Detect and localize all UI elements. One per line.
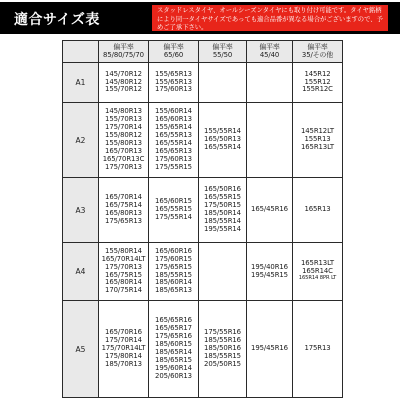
tire-size: 175/70R14LT (101, 344, 146, 353)
tire-size: 165R14 8PR LT (298, 275, 337, 282)
tire-size: 175/60R15 (155, 254, 192, 263)
row-label: A5 (63, 301, 99, 398)
tire-size: 155/65R14 (155, 123, 192, 132)
tire-size: 185/65R15 (155, 355, 192, 364)
tire-size: 165/55R14 (204, 142, 241, 151)
table-cell (247, 178, 293, 243)
table-cell (293, 103, 343, 178)
tire-size: 165/75R15 (105, 270, 142, 279)
tire-size: 175/60R13 (155, 154, 192, 163)
tire-size: 195/45R16 (251, 344, 288, 353)
tire-size: 145/80R13 (105, 107, 142, 116)
table-row (63, 243, 343, 301)
tire-size: 155R12 (304, 77, 331, 86)
tire-size: 165/70R14LT (101, 254, 146, 263)
table-column-header: 偏平率 55/50 (199, 41, 247, 63)
tire-size: 185/65R13 (155, 286, 192, 295)
tire-size: 165/60R13 (155, 115, 192, 124)
table-header-row (63, 41, 343, 63)
tire-size: 165/45R16 (251, 205, 288, 214)
tire-size: 185/55R15 (155, 270, 192, 279)
tire-size: 165/70R16 (105, 328, 142, 337)
table-cell (247, 103, 293, 178)
table-cell (293, 178, 343, 243)
tire-size: 175/55R15 (155, 162, 192, 171)
tire-size: 155/80R13 (105, 139, 142, 147)
tire-size: 185/60R14 (155, 278, 192, 287)
tire-size: 165R13LT (300, 258, 334, 267)
tire-size: 205/60R13 (155, 371, 192, 380)
tire-size: 165/65R13 (155, 146, 192, 155)
tire-size: 170/75R14 (105, 286, 142, 295)
tire-size: 175/55R16 (204, 328, 241, 337)
table-cell (99, 243, 149, 301)
tire-size: 175/80R14 (105, 351, 142, 360)
table-column-header: 偏平率 85/80/75/70 (99, 41, 149, 63)
page-title: 適合サイズ表 (14, 12, 100, 28)
table-cell (99, 178, 149, 243)
table-cell (99, 63, 149, 103)
table-cell (149, 103, 199, 178)
tire-size: 155/70R12 (105, 85, 142, 94)
row-label: A1 (63, 63, 99, 103)
tire-size: 205/50R15 (204, 359, 241, 368)
tire-size: 175/70R14 (105, 336, 142, 345)
tire-size: 165/50R13 (204, 135, 241, 144)
tire-size: 165/55R15 (204, 193, 241, 202)
tire-size: 155/80R12 (105, 131, 142, 140)
table-row (63, 178, 343, 243)
tire-size: 155/65R13 (155, 77, 192, 86)
tire-size: 155/80R14 (105, 246, 142, 255)
row-label: A2 (63, 103, 99, 178)
tire-size: 185/65R14 (155, 348, 192, 356)
tire-size: 165/60R16 (155, 246, 192, 255)
tire-size: 175/70R13 (105, 162, 142, 171)
tire-size: 195/60R14 (155, 363, 192, 372)
tire-size: 175/50R15 (204, 201, 241, 210)
tire-size: 195/40R16 (251, 262, 288, 271)
table-cell (199, 103, 247, 178)
tire-size: 165/65R17 (155, 324, 192, 333)
table-cell (199, 301, 247, 398)
tire-size: 165/50R16 (204, 185, 241, 194)
table-cell (149, 178, 199, 243)
tire-size: 175/60R13 (155, 85, 192, 94)
tire-size: 165/60R15 (155, 197, 192, 206)
tire-size: 175/65R13 (105, 216, 142, 225)
tire-size: 165/55R14 (155, 139, 192, 147)
tire-size: 145R12LT (300, 127, 334, 136)
tire-size: 165/55R13 (155, 131, 192, 140)
tire-size: 185/55R15 (204, 351, 241, 360)
table-cell (293, 301, 343, 398)
tire-size: 145/70R12 (105, 69, 142, 78)
tire-size: 155/60R14 (155, 107, 192, 116)
tire-size: 165/80R13 (105, 209, 142, 217)
table-cell (99, 301, 149, 398)
tire-size: 185/50R14 (204, 209, 241, 217)
table-column-header: 偏平率 65/60 (149, 41, 199, 63)
row-label: A3 (63, 178, 99, 243)
tire-size: 175/55R14 (155, 212, 192, 221)
tire-size: 165/70R13 (105, 146, 142, 155)
tire-size: 155/70R13 (105, 115, 142, 124)
tire-size: 195/45R15 (251, 270, 288, 279)
tire-size: 165R13LT (300, 142, 334, 151)
table-cell (199, 178, 247, 243)
tire-size: 175/70R14 (105, 123, 142, 132)
tire-size: 155R13 (304, 135, 331, 144)
tire-size: 165/70R14 (105, 193, 142, 202)
size-table (62, 40, 343, 398)
tire-size: 165/70R13C (102, 154, 145, 163)
notice-box: スタッドレスタイヤ、オールシーズンタイヤにも取り付け可能です。タイヤ銘柄により同一タイヤサイズであっても適合品番が異なる場合がございますので、予めご了承下さい。 (152, 5, 388, 31)
tire-size: 155/65R13 (155, 69, 192, 78)
tire-size: 185/70R13 (105, 359, 142, 368)
table-cell (99, 103, 149, 178)
table-cell (293, 63, 343, 103)
tire-size: 175/70R13 (105, 262, 142, 271)
row-label: A4 (63, 243, 99, 301)
tire-size: 165R13 (304, 205, 331, 214)
table-column-header: 偏平率 35/その他 (293, 41, 343, 63)
tire-size: 185/55R16 (204, 336, 241, 345)
tire-size: 185/60R15 (155, 340, 192, 349)
tire-size: 155/55R14 (204, 127, 241, 136)
table-cell (293, 243, 343, 301)
tire-size: 145/80R12 (105, 77, 142, 86)
table-header-corner (63, 41, 99, 63)
tire-size: 195/55R14 (204, 224, 241, 233)
tire-size: 185/50R16 (204, 344, 241, 353)
tire-size: 185/55R14 (204, 216, 241, 225)
tire-size: 145R12 (304, 69, 331, 78)
tire-size: 165/75R14 (105, 201, 142, 210)
tire-size: 175R13 (304, 344, 331, 353)
table-row (63, 103, 343, 178)
tire-size: 165R14C (302, 266, 333, 275)
table-cell (149, 243, 199, 301)
tire-size: 155R12C (302, 85, 333, 94)
table-column-header: 偏平率 45/40 (247, 41, 293, 63)
table-cell (247, 301, 293, 398)
table-body (63, 63, 343, 398)
table-row (63, 301, 343, 398)
table-cell (247, 243, 293, 301)
tire-size: 175/65R16 (155, 332, 192, 341)
tire-size: 165/65R16 (155, 316, 192, 325)
header-bar (0, 2, 400, 34)
table-cell (199, 63, 247, 103)
tire-size: 165/80R14 (105, 278, 142, 287)
table-cell (149, 63, 199, 103)
tire-size: 175/65R15 (155, 262, 192, 271)
table-cell (247, 63, 293, 103)
table-cell (149, 301, 199, 398)
table-cell (199, 243, 247, 301)
tire-size: 165/55R15 (155, 205, 192, 214)
table-row (63, 63, 343, 103)
